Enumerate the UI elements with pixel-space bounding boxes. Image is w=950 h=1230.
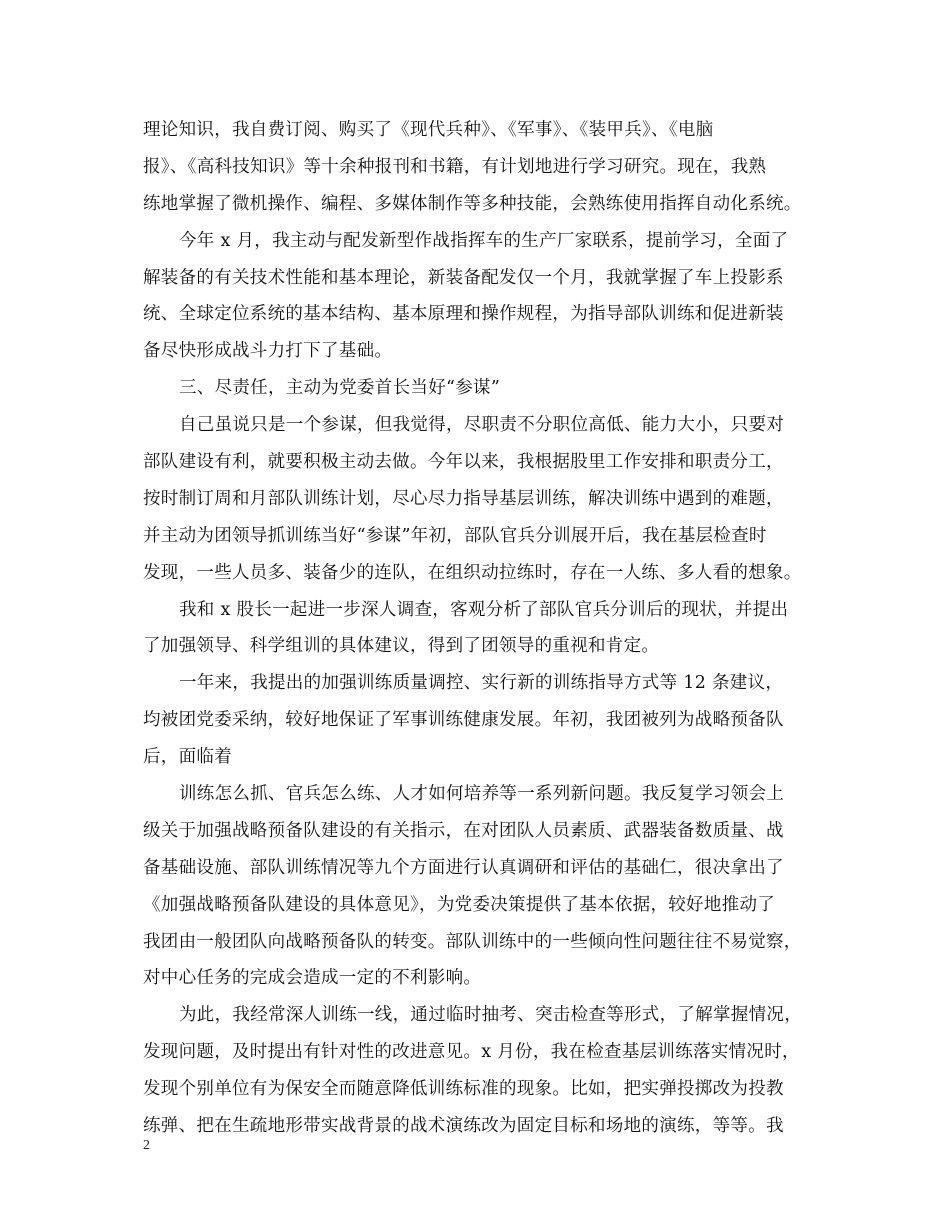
text-line: 发现问题，及时提出有针对性的改进意见。x 月份，我在检查基层训练落实情况时，: [143, 1042, 800, 1063]
text-line: 报》、《高科技知识》等十余种报刊和书籍，有计划地进行学习研究。现在，我熟: [143, 156, 767, 177]
text-line: 为此，我经常深人训练一线，通过临时抽考、突击检查等形式，了解掌握情况，: [179, 1005, 802, 1026]
text-line: 我和 x 股长一起进一步深人调查，客观分析了部队官兵分训后的现状，并提出: [179, 599, 789, 620]
text-line: 并主动为团领导抓训练当好“参谋”年初，部队官兵分训展开后，我在基层检查时: [143, 525, 767, 546]
text-line: 发现个别单位有为保安全而随意降低训练标准的现象。比如，把实弹投掷改为投教: [143, 1079, 784, 1100]
text-line: 级关于加强战略预备队建设的有关指示，在对团队人员素质、武器装备数质量、战: [143, 820, 784, 841]
text-line: 练弹、把在生疏地形带实战背景的战术演练改为固定目标和场地的演练，等等。我: [143, 1116, 784, 1137]
text-line: 了加强领导、科学组训的具体建议，得到了团领导的重视和肯定。: [143, 636, 660, 657]
text-line: 训练怎么抓、官兵怎么练、人才如何培养等一系列新问题。我反复学习领会上: [179, 784, 785, 805]
text-line: 对中心任务的完成会造成一定的不利影响。: [143, 968, 482, 989]
text-line: 按时制订周和月部队训练计划，尽心尽力指导基层训练，解决训练中遇到的难题，: [143, 488, 784, 509]
text-line: 今年 x 月，我主动与配发新型作战指挥车的生产厂家联系，提前学习，全面了: [179, 230, 789, 251]
text-line: 统、全球定位系统的基本结构、基本原理和操作规程，为指导部队训练和促进新装: [143, 304, 784, 325]
text-line: 一年来，我提出的加强训练质量调控、实行新的训练指导方式等 12 条建议，: [179, 673, 784, 694]
text-line: 均被团党委采纳，较好地保证了军事训练健康发展。年初，我团被列为战略预备队: [143, 710, 784, 731]
text-line: 发现，一些人员多、装备少的连队，在组织动拉练时，存在一人练、多人看的想象。: [143, 562, 802, 583]
text-line: 解装备的有关技术性能和基本理论，新装备配发仅一个月，我就掌握了车上投影系: [143, 267, 784, 288]
text-line: 三、尽责任，主动为党委首长当好“参谋”: [179, 378, 501, 399]
text-line: 备尽快形成战斗力打下了基础。: [143, 341, 393, 362]
page-number: 2: [143, 1138, 150, 1153]
text-line: 练地掌握了微机操作、编程、多媒体制作等多种技能，会熟练使用指挥自动化系统。: [143, 193, 802, 214]
text-line: 理论知识，我自费订阅、购买了《现代兵种》、《军事》、《装甲兵》、《电脑: [143, 120, 714, 140]
document-body: [143, 112, 823, 1145]
text-line: 部队建设有利，就要积极主动去做。今年以来，我根据股里工作安排和职责分工，: [143, 452, 784, 473]
text-line: 《加强战略预备队建设的具体意见》，为党委决策提供了基本依据，较好地推动了: [143, 894, 776, 915]
text-line: 备基础设施、部队训练情况等九个方面进行认真调研和评估的基础仁，很决拿出了: [143, 857, 784, 878]
text-line: 后，面临着: [143, 747, 232, 768]
text-line: 自己虽说只是一个参谋，但我觉得，尽职责不分职位高低、能力大小，只要对: [179, 415, 785, 436]
text-line: 我团由一般团队向战略预备队的转变。部队训练中的一些倾向性问题往往不易觉察，: [143, 931, 802, 952]
